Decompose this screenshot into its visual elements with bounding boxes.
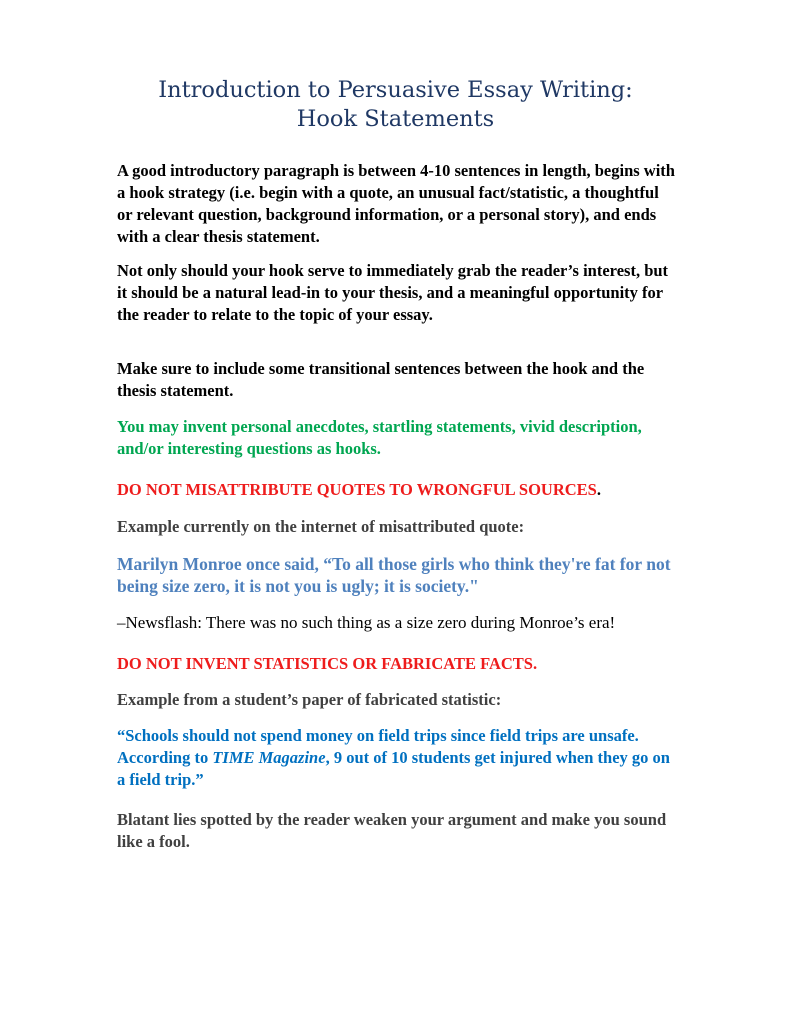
no-misattribute-text: DO NOT MISATTRIBUTE QUOTES TO WRONGFUL SOURCES bbox=[117, 480, 597, 499]
fabricated-example-intro: Example from a student’s paper of fabricated statistic: bbox=[117, 690, 502, 709]
fabricated-quote-part-2: , 9 out of 10 students get injured when they go on a field trip.” bbox=[117, 748, 670, 789]
title-line-2: Hook Statements bbox=[296, 106, 495, 132]
no-misattribute-warning bbox=[117, 479, 677, 501]
misattributed-quote: Marilyn Monroe once said, “To all those girls who think they're fat for not being size zero, it is not you is ugly; it is society." bbox=[117, 554, 671, 596]
no-invent-stats-warning: DO NOT INVENT STATISTICS OR FABRICATE FACTS. bbox=[117, 654, 538, 673]
invent-hooks-paragraph: You may invent personal anecdotes, startling statements, vivid description, and/or interesting questions as hooks. bbox=[117, 417, 642, 458]
no-misattribute-period: . bbox=[596, 480, 601, 499]
page-title bbox=[0, 76, 791, 134]
newsflash-note: –Newsflash: There was no such thing as a size zero during Monroe’s era! bbox=[117, 613, 616, 632]
transitions-paragraph: Make sure to include some transitional sentences between the hook and the thesis statement. bbox=[117, 359, 645, 400]
fabricated-quote-part-1: “Schools should not spend money on field trips since field trips are unsafe. According to bbox=[117, 726, 639, 767]
hook-purpose-paragraph: Not only should your hook serve to immediately grab the reader’s interest, but it should be a natural lead-in to your thesis, and a meaningful opportunity for the reader to relate to the topic of your essay. bbox=[117, 261, 669, 324]
intro-paragraph: A good introductory paragraph is between 4-10 sentences in length, begins with a hook strategy (i.e. begin with a quote, an unusual fact/statistic, a thoughtful or relevant question, background information, or a personal story), and ends with a clear thesis statement. bbox=[117, 161, 675, 246]
fabricated-quote bbox=[117, 725, 677, 791]
title-line-1: Introduction to Persuasive Essay Writing: bbox=[158, 77, 633, 103]
conclusion-paragraph: Blatant lies spotted by the reader weaken your argument and make you sound like a fool. bbox=[117, 810, 667, 851]
misattributed-example-intro: Example currently on the internet of misattributed quote: bbox=[117, 517, 525, 536]
fabricated-quote-source: TIME Magazine bbox=[212, 748, 326, 767]
